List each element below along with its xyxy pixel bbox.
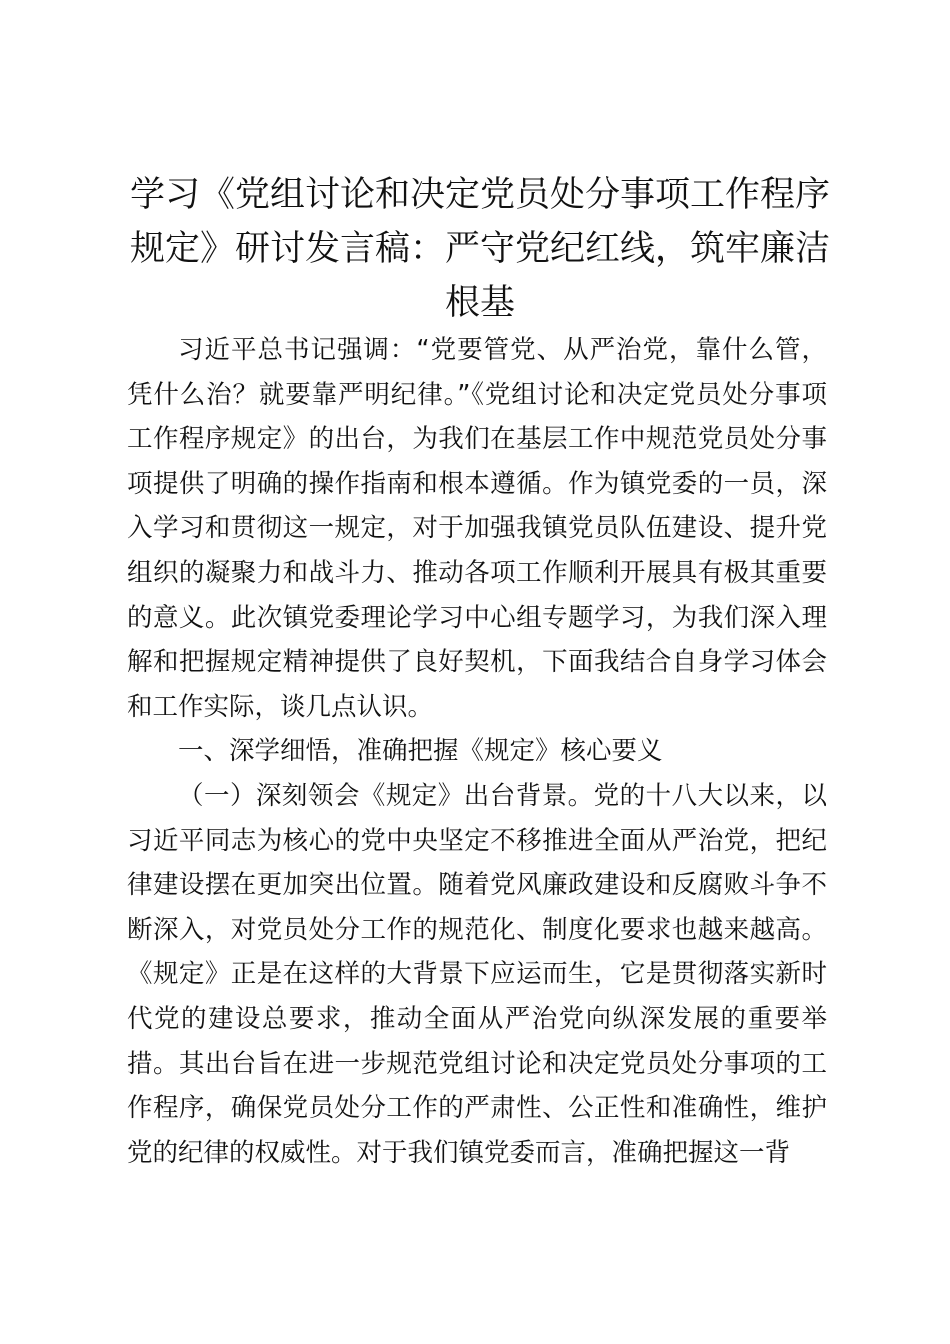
document-body: [127, 328, 827, 1175]
intro-paragraph: 习近平总书记强调：“党要管党、从严治党，靠什么管，凭什么治？就要靠严明纪律。”《党组讨论和决定党员处分事项工作程序规定》的出台，为我们在基层工作中规范党员处分事项提供了明确的操作指南和根本遵循。作为镇党委的一员，深入学习和贯彻这一规定，对于加强我镇党员队伍建设、提升党组织的凝聚力和战斗力、推动各项工作顺利开展具有极其重要的意义。此次镇党委理论学习中心组专题学习，为我们深入理解和把握规定精神提供了良好契机，下面我结合自身学习体会和工作实际，谈几点认识。: [127, 335, 827, 722]
subsection-paragraph: （一）深刻领会《规定》出台背景。党的十八大以来，以习近平同志为核心的党中央坚定不移推进全面从严治党，把纪律建设摆在更加突出位置。随着党风廉政建设和反腐败斗争不断深入，对党员处分工作的规范化、制度化要求也越来越高。《规定》正是在这样的大背景下应运而生，它是贯彻落实新时代党的建设总要求，推动全面从严治党向纵深发展的重要举措。其出台旨在进一步规范党组讨论和决定党员处分事项的工作程序，确保党员处分工作的严肃性、公正性和准确性，维护党的纪律的权威性。对于我们镇党委而言，准确把握这一背: [127, 780, 827, 1168]
document-title: 学习《党组讨论和决定党员处分事项工作程序规定》研讨发言稿：严守党纪红线，筑牢廉洁根基: [129, 175, 830, 323]
section-heading: 一、深学细悟，准确把握《规定》核心要义: [178, 736, 663, 767]
